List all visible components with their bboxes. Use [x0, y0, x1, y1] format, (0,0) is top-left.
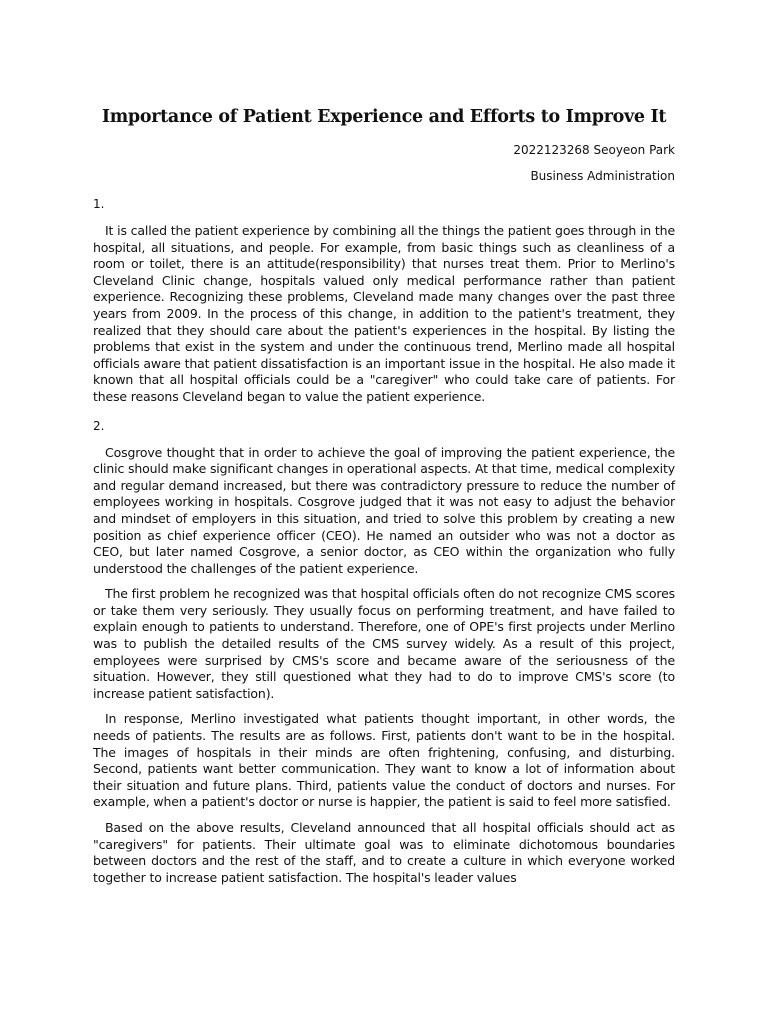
paragraph-3: The first problem he recognized was that hospital officials often do not recognize CMS scores or take them very seriously. They usually focus on performing treatment, and have failed to explain enough to patients to understand. Therefore, one of OPE's first projects under Merlino was to publish the detailed results of the CMS survey widely. As a result of this project, employees were surprised by CMS's score and became aware of the seriousness of the situation. However, they still questioned what they had to do to improve CMS's score (to increase patient satisfaction).	[93, 586, 675, 701]
student-id-name: 2022123268 Seoyeon Park	[513, 143, 675, 157]
department: Business Administration	[530, 169, 675, 183]
paragraph-2: Cosgrove thought that in order to achieve the goal of improving the patient experience, the clinic should make significant changes in operational aspects. At that time, medical complexity and regular demand increased, but there was contradictory pressure to reduce the number of employees working in hospitals. Cosgrove judged that it was not easy to adjust the behavior and mindset of employers in this situation, and tried to solve this problem by creating a new position as chief experience officer (CEO). He named an outsider who was not a doctor as CEO, but later named Cosgrove, a senior doctor, as CEO within the organization who fully understood the challenges of the patient experience.	[93, 444, 675, 576]
section-number-2: 2.	[93, 418, 105, 433]
paragraph-4: In response, Merlino investigated what patients thought important, in other words, the needs of patients. The results are as follows. First, patients don't want to be in the hospital. The images of hospitals in their minds are often frightening, confusing, and disturbing. Second, patients want better communication. They want to know a lot of information about their situation and future plans. Third, patients value the conduct of doctors and nurses. For example, when a patient's doctor or nurse is happier, the patient is said to feel more satisfied.	[93, 711, 675, 810]
paragraph-5: Based on the above results, Cleveland announced that all hospital officials should act as "caregivers" for patients. Their ultimate goal was to eliminate dichotomous boundaries between doctors and the rest of the staff, and to create a culture in which everyone worked together to increase patient satisfaction. The hospital's leader values	[93, 820, 675, 885]
section-number-1: 1.	[93, 197, 105, 211]
document-title: Importance of Patient Experience and Efforts to Improve It	[101, 107, 667, 127]
paragraph-1: It is called the patient experience by combining all the things the patient goes through in the hospital, all situations, and people. For example, from basic things such as cleanliness of a room or toilet, there is an attitude(responsibility) that nurses treat them. Prior to Merlino's Cleveland Clinic change, hospitals valued only medical performance rather than patient experience. Recognizing these problems, Cleveland made many changes over the past three years from 2009. In the process of this change, in addition to the patient's treatment, they realized that they should care about the patient's experiences in the hospital. By listing the problems that exist in the system and under the continuous trend, Merlino made all hospital officials aware that patient dissatisfaction is an important issue in the hospital. He also made it known that all hospital officials could be a "caregiver" who could take care of patients. For these reasons Cleveland began to value the patient experience.	[93, 223, 675, 404]
